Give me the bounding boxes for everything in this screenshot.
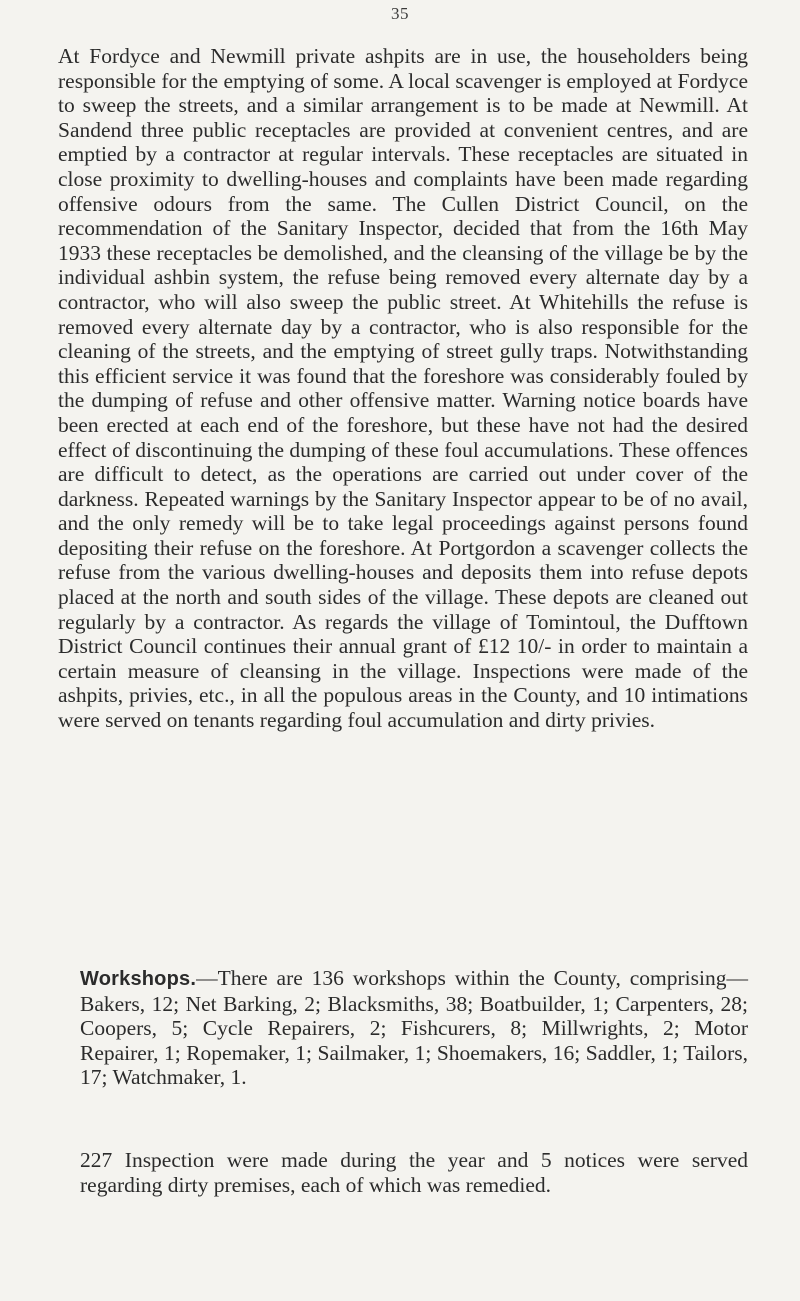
page-number: 35 bbox=[391, 4, 409, 23]
paragraph-workshops bbox=[58, 966, 748, 1090]
paragraph-inspections: 227 Inspection were made during the year and 5 notices were served regarding dirty premises, each of which was remedied. bbox=[80, 1148, 748, 1197]
workshops-dash: — bbox=[196, 966, 218, 990]
body-section-cleansing bbox=[58, 44, 748, 733]
body-section-inspections bbox=[58, 1148, 748, 1197]
paragraph-cleansing: At Fordyce and Newmill private ashpits are in use, the householders being responsible for the emptying of some. A local scavenger is employed at Fordyce to sweep the streets, and a similar arrangement is to be made at Newmill. At Sandend three public receptacles are provided at convenient centres, and are emptied by a contractor at regular intervals. These receptacles are situated in close proximity to dwelling-houses and complaints have been made regarding offensive odours from the same. The Cullen District Council, on the recommendation of the Sanitary Inspector, decided that from the 16th May 1933 these receptacles be demolished, and the cleansing of the village be by the individual ashbin system, the refuse being removed every alternate day by a contractor, who will also sweep the public street. At Whitehills the refuse is removed every alternate day by a contractor, who is also responsible for the cleaning of the streets, and the emptying of street gully traps. Notwithstanding this efficient service it was found that the foreshore was considerably fouled by the dumping of refuse and other offensive matter. Warning notice boards have been erected at each end of the foreshore, but these have not had the desired effect of discontinuing the dumping of these foul accumulations. These offences are difficult to detect, as the operations are carried out under cover of the darkness. Repeated warnings by the Sanitary Inspector appear to be of no avail, and the only remedy will be to take legal proceedings against persons found depositing their refuse on the foreshore. At Portgordon a scavenger collects the refuse from the various dwelling-houses and deposits them into refuse depots placed at the north and south sides of the village. These depots are cleaned out regularly by a contractor. As regards the village of Tomintoul, the Dufftown District Council continues their annual grant of £12 10/- in order to maintain a certain measure of cleansing in the village. Inspections were made of the ashpits, privies, etc., in all the populous areas in the County, and 10 intimations were served on tenants regarding foul accumulation and dirty privies. bbox=[58, 44, 748, 733]
workshops-body: There are 136 workshops within the County, comprising—Bakers, 12; Net Barking, 2; Blacksmiths, 38; Boatbuilder, 1; Carpenters, 28; Coopers, 5; Cycle Repairers, 2; Fishcurers, 8; Millwrights, 2; Motor Repairer, 1; Ropemaker, 1; Sailmaker, 1; Shoemakers, 16; Saddler, 1; Tailors, 17; Watchmaker, 1. bbox=[80, 966, 748, 1090]
workshops-heading: Workshops. bbox=[80, 968, 197, 990]
body-section-workshops bbox=[58, 966, 748, 1090]
